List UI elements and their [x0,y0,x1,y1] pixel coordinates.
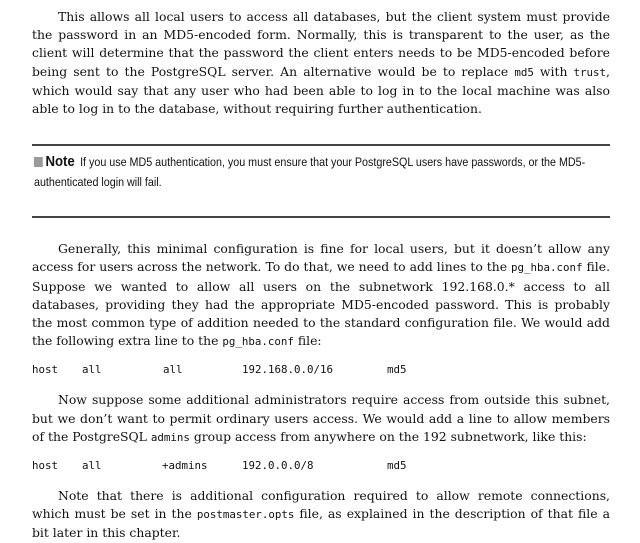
code-method: md5 [387,459,407,473]
note-box [32,144,610,218]
code-address: 192.168.0.0/16 [242,363,334,377]
inline-code-admins: admins [150,430,190,444]
code-user: +admins [162,459,208,473]
code-database: all [82,459,102,473]
paragraph-admins-access [32,391,610,447]
text: file: [293,333,322,349]
code-method: md5 [387,363,407,377]
code-type: host [32,459,59,473]
document-page [32,8,610,543]
paragraph-md5-local [32,8,610,118]
text: file. Suppose we wanted to allow all users on the subnetwork 192.168.0.* access to all databases, providing they had the appropriate MD5-encoded password. This is probably the most common type of addition needed to the standard configuration file. We would add the following extra line to the [32,259,611,349]
inline-code-trust: trust [573,65,607,79]
code-user: all [163,363,183,377]
note-square-icon [34,157,43,167]
code-type: host [32,363,59,377]
code-line-admins [32,459,610,473]
inline-code-md5: md5 [514,65,534,79]
inline-code-postmaster-opts: postmaster.opts [196,508,295,522]
paragraph-remote-connections [32,487,610,543]
paragraph-network-access [32,240,610,351]
text: group access from anywhere on the 192 subnetwork, like this: [189,428,587,444]
code-line-subnet [32,363,610,377]
text: This allows all local users to access all databases, but the client system must provide the password in an MD5-encoded form. Normally, this is transparent to the user, as the client will determine that the password the client enters needs to be MD5-encoded before being sent to the PostgreSQL server. An alternative would be to replace [32,9,610,79]
note-label: Note [45,153,75,171]
code-database: all [82,363,102,377]
inline-code-pg-hba-conf: pg_hba.conf [511,261,583,275]
text: Generally, this minimal configuration is fine for local users, but it doesn’t allow any access for users across the network. To do that, we need to add lines to the [32,241,610,275]
text: Note that there is additional configuration required to allow remote connections, which must be set in the [32,488,610,522]
text: file, as explained in the description of that file a bit later in this chapter. [32,506,610,541]
inline-code-pg-hba-conf: pg_hba.conf [222,335,294,349]
text: , which would say that any user who had been able to log in to the local machine was also able to log in to the database, without requiring further authentication. [32,63,610,117]
text: Now suppose some additional administrators require access from outside this subnet, but we don’t want to permit ordinary users access. We would add a line to allow members of the PostgreSQL [32,392,610,444]
note-body: If you use MD5 authentication, you must ensure that your PostgreSQL users have passwords, or the MD5-authenticated login will fail. [34,155,586,190]
text: with [533,63,574,79]
code-address: 192.0.0.0/8 [242,459,314,473]
note-text [34,152,608,192]
